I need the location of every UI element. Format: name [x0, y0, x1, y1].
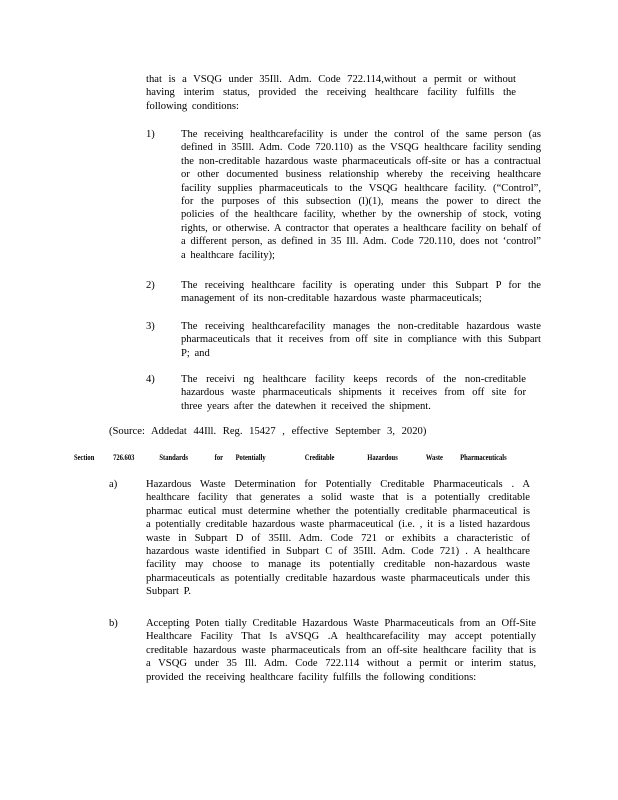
subsection-b-letter: b) [109, 618, 118, 629]
condition-3-number: 3) [146, 321, 155, 332]
condition-3-text: The receiving healthcarefacility manages the non-creditable hazardous waste pharmaceuticals that it receives from off site in compliance with this Subpart P; and [181, 321, 541, 359]
section-title-word: Standards [159, 453, 189, 462]
section-heading [74, 452, 507, 464]
condition-4-text: The receivi ng healthcare facility keeps records of the non-creditable hazardous waste pharmaceuticals shipments it receives from off site for three years after the datewhen it received the shipment. [181, 374, 526, 412]
section-title-word: Hazardous [367, 453, 398, 462]
section-label: Section [74, 453, 95, 462]
source-note: (Source: Addedat 44Ill. Reg. 15427 , effective September 3, 2020) [109, 426, 427, 437]
section-title-word: Pharmaceuticals [460, 453, 507, 462]
section-title-word: Waste [425, 453, 443, 462]
condition-1-text: The receiving healthcarefacility is under the control of the same person (as defined in 35Ill. Adm. Code 720.110) as the VSQG healthcare facility sending the non-creditable hazardous waste pharmaceuticals off-site or has a contractual or other documented business relationship whereby the receiving healthcare facility supplies pharmaceuticals to the VSQG healthcare facility. (“Control”, for the purposes of this subsection (l)(1), means the power to direct the policies of the healthcare facility, whether by the ownership of stock, voting rights, or otherwise. A contractor that operates a healthcare facility on behalf of a different person, as defined in 35 Ill. Adm. Code 720.110, does not ‘control” a healthcare facility); [181, 129, 541, 261]
condition-2-text: The receiving healthcare facility is operating under this Subpart P for the management of its non-creditable hazardous waste pharmaceuticals; [181, 280, 541, 305]
intro-paragraph: that is a VSQG under 35Ill. Adm. Code 722.114,without a permit or without having interim status, provided the receiving healthcare facility fulfills the following conditions: [146, 74, 516, 112]
condition-2-number: 2) [146, 280, 155, 291]
condition-4-number: 4) [146, 374, 155, 385]
condition-1-number: 1) [146, 129, 155, 140]
section-title-word: Potentially [235, 453, 266, 462]
section-title-word: Creditable [304, 453, 335, 462]
subsection-a-text: Hazardous Waste Determination for Potentially Creditable Pharmaceuticals . A healthcare facility that generates a solid waste that is a potentially creditable pharmac eutical must determine whether the potentially creditable pharmaceutical is a potentially creditable hazardous waste pharmaceutical (i.e. , it is a listed hazardous waste in Subpart D of 35Ill. Adm. Code 721 or exhibits a characteristic of hazardous waste identified in Subpart C of 35Ill. Adm. Code 721) . A healthcare facility may choose to manage its potentially creditable non-hazardous waste pharmaceuticals as potentially creditable hazardous waste pharmaceuticals under this Subpart P. [146, 479, 530, 598]
section-title-word: for [214, 453, 224, 462]
subsection-b-text: Accepting Poten tially Creditable Hazardous Waste Pharmaceuticals from an Off-Site Healthcare Facility That Is aVSQG .A healthcarefacility may accept potentially creditable hazardous waste pharmaceuticals from an off-site healthcare facility that is a VSQG under 35 Ill. Adm. Code 722.114 without a permit or interim status, provided the receiving healthcare facility fulfills the following conditions: [146, 618, 536, 683]
subsection-a-letter: a) [109, 479, 118, 490]
section-number: 726.603 [113, 453, 135, 462]
